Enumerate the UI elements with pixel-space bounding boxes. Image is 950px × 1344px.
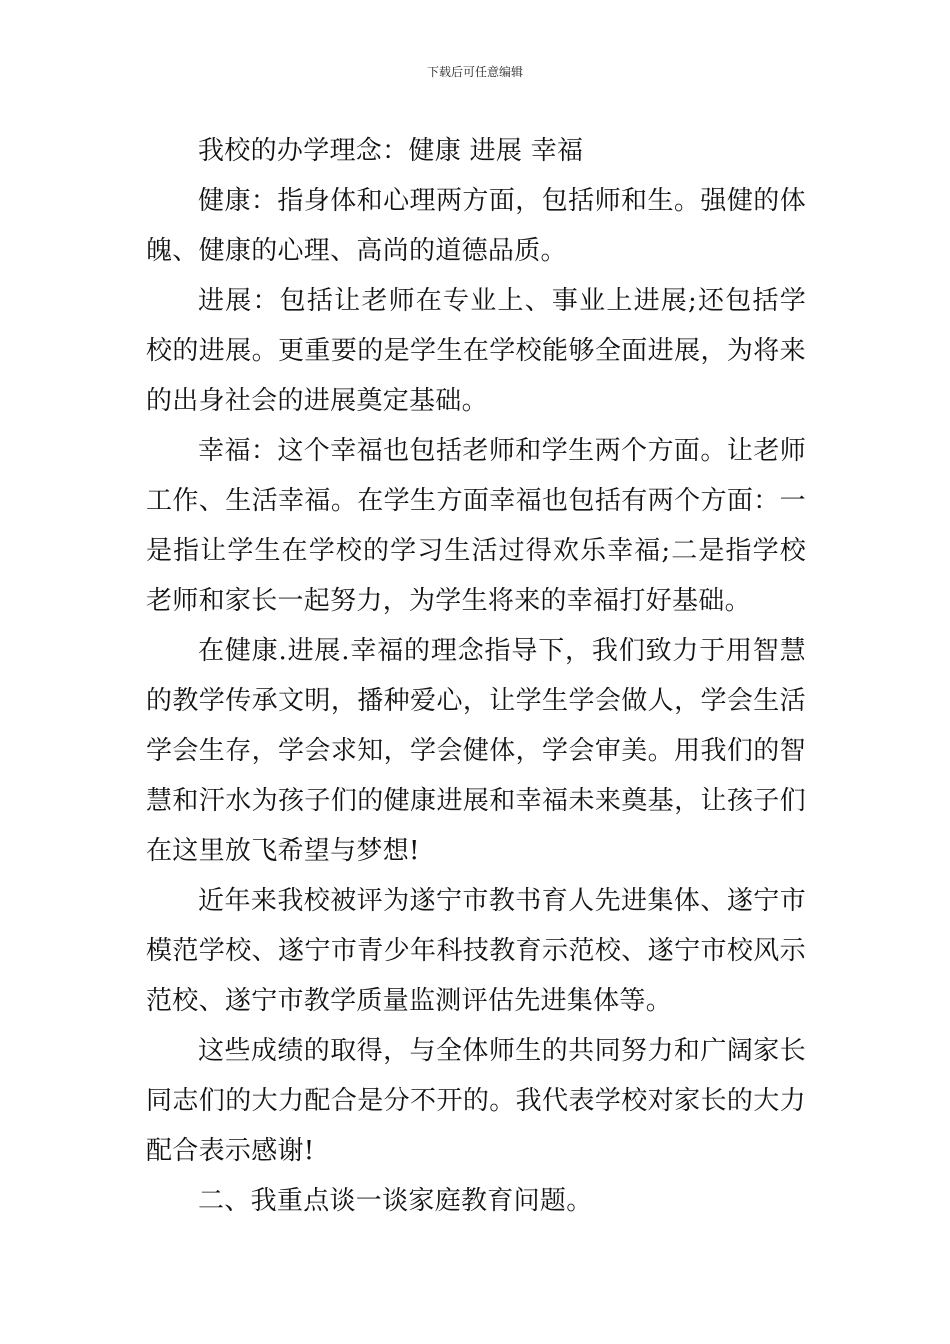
paragraph-thanks: 这些成绩的取得，与全体师生的共同努力和广阔家长同志们的大力配合是分不开的。我代表学校对家长的大力配合表示感谢! [146, 1036, 806, 1166]
paragraph-section-two: 二、我重点谈一谈家庭教育问题。 [198, 1186, 593, 1216]
paragraph-health: 健康：指身体和心理两方面，包括师和生。强健的体魄、健康的心理、高尚的道德品质。 [146, 186, 806, 266]
paragraph-happiness: 幸福：这个幸福也包括老师和学生两个方面。让老师工作、生活幸福。在学生方面幸福也包括有两个方面：一是指让学生在学校的学习生活过得欢乐幸福;二是指学校老师和家长一起努力，为学生将来的幸福打好基础。 [146, 436, 806, 616]
paragraph-honors: 近年来我校被评为遂宁市教书育人先进集体、遂宁市模范学校、遂宁市青少年科技教育示范校、遂宁市校风示范校、遂宁市教学质量监测评估先进集体等。 [146, 886, 806, 1016]
paragraph-development: 进展：包括让老师在专业上、事业上进展;还包括学校的进展。更重要的是学生在学校能够全面进展，为将来的出身社会的进展奠定基础。 [146, 286, 806, 416]
document-body [146, 126, 806, 1226]
paragraph-guidance: 在健康.进展.幸福的理念指导下，我们致力于用智慧的教学传承文明，播种爱心，让学生学会做人，学会生活学会生存，学会求知，学会健体，学会审美。用我们的智慧和汗水为孩子们的健康进展和幸福未来奠基，让孩子们在这里放飞希望与梦想! [146, 636, 806, 866]
paragraph-philosophy: 我校的办学理念：健康 进展 幸福 [198, 136, 584, 166]
page-header-note: 下载后可任意编辑 [426, 65, 523, 79]
